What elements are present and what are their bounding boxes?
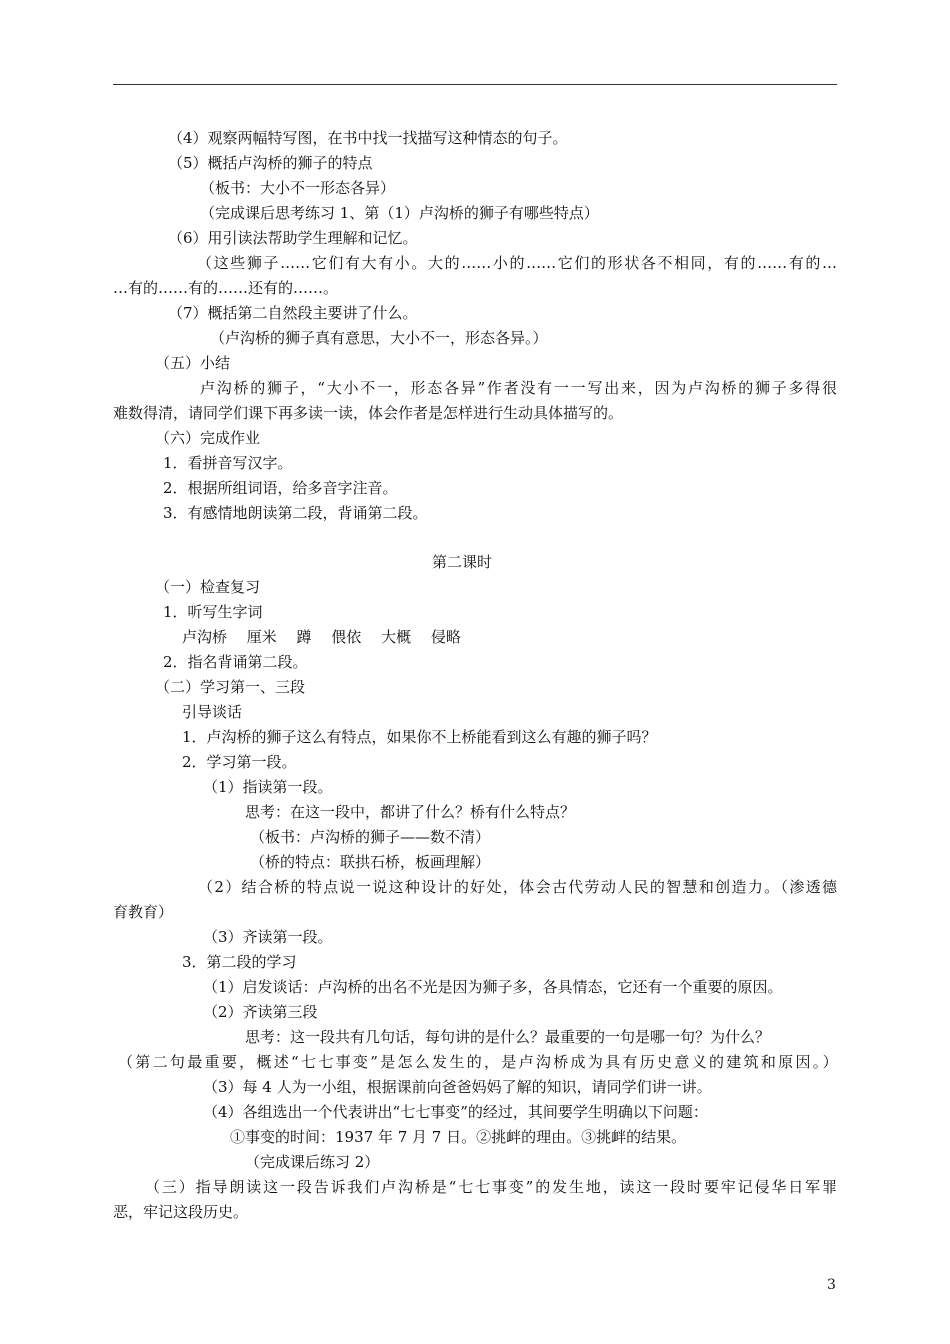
- text-line: （板书：大小不一形态各异）: [200, 179, 396, 197]
- text-line: 2．学习第一段。: [182, 753, 297, 771]
- text-line: …有的……有的……还有的……。: [113, 279, 339, 297]
- text-line: 2．指名背诵第二段。: [163, 653, 308, 671]
- text-line: 思考：在这一段中，都讲了什么？桥有什么特点？: [245, 803, 576, 821]
- text-line: （完成课后练习 2）: [245, 1153, 380, 1171]
- lesson-title: 第二课时: [432, 553, 493, 571]
- text-line: （7）概括第二自然段主要讲了什么。: [168, 304, 418, 322]
- text-line: （4）各组选出一个代表讲出“七七事变”的经过，其间要学生明确以下问题：: [203, 1103, 708, 1121]
- section-heading: （一）检查复习: [155, 578, 261, 596]
- text-line: （三）指导朗读这一段告诉我们卢沟桥是“七七事变”的发生地，读这一段时要牢记侵华日军罪: [145, 1178, 837, 1196]
- text-line: 1．卢沟桥的狮子这么有特点，如果你不上桥能看到这么有趣的狮子吗？: [182, 728, 657, 746]
- page-number: 3: [827, 1277, 836, 1293]
- text-line: （3）齐读第一段。: [203, 928, 333, 946]
- text-line: （5）概括卢沟桥的狮子的特点: [168, 154, 373, 172]
- text-line: （板书：卢沟桥的狮子——数不清）: [250, 828, 491, 846]
- text-line: （4）观察两幅特写图，在书中找一找描写这种情态的句子。: [168, 129, 568, 147]
- text-line: ①事变的时间：1937 年 7 月 7 日。②挑衅的理由。③挑衅的结果。: [230, 1128, 687, 1146]
- text-line: 难数得清，请同学们课下再多读一读，体会作者是怎样进行生动具体描写的。: [113, 404, 624, 422]
- text-line: 卢沟桥的狮子，“大小不一，形态各异”作者没有一一写出来，因为卢沟桥的狮子多得很: [200, 379, 837, 397]
- text-line: 3．第二段的学习: [182, 953, 297, 971]
- text-line: 1．看拼音写汉字。: [163, 454, 293, 472]
- text-line: 恶，牢记这段历史。: [113, 1203, 249, 1221]
- text-line: （桥的特点：联拱石桥，板画理解）: [250, 853, 491, 871]
- text-line: 3．有感情地朗读第二段，背诵第二段。: [163, 504, 428, 522]
- text-line: （1）启发谈话：卢沟桥的出名不光是因为狮子多，各具情态，它还有一个重要的原因。: [203, 978, 783, 996]
- text-line: 引导谈话: [182, 703, 243, 721]
- text-line: （1）指读第一段。: [203, 778, 333, 796]
- text-line: （卢沟桥的狮子真有意思，大小不一，形态各异。）: [210, 329, 548, 347]
- text-line: （2）结合桥的特点说一说这种设计的好处，体会古代劳动人民的智慧和创造力。（渗透德: [198, 878, 837, 896]
- text-line: 1．听写生字词: [163, 603, 263, 621]
- section-heading: （六）完成作业: [155, 429, 261, 447]
- text-line: （第二句最重要，概述“七七事变”是怎么发生的，是卢沟桥成为具有历史意义的建筑和原因。）: [118, 1053, 837, 1071]
- text-line: （完成课后思考练习 1、第（1）卢沟桥的狮子有哪些特点）: [200, 204, 599, 222]
- text-line: 育教育）: [113, 903, 174, 921]
- text-line: （这些狮子……它们有大有小。大的……小的……它们的形状各不相同，有的……有的…: [197, 254, 837, 272]
- header-rule: [113, 84, 837, 85]
- text-line: （6）用引读法帮助学生理解和记忆。: [168, 229, 418, 247]
- text-line: 2．根据所组词语，给多音字注音。: [163, 479, 398, 497]
- text-line: （2）齐读第三段: [203, 1003, 318, 1021]
- text-line: （3）每 4 人为一小组，根据课前向爸爸妈妈了解的知识，请同学们讲一讲。: [203, 1078, 712, 1096]
- section-heading: （五）小结: [155, 354, 231, 372]
- text-line: 思考：这一段共有几句话，每句讲的是什么？最重要的一句是哪一句？为什么？: [245, 1028, 771, 1046]
- section-heading: （二）学习第一、三段: [155, 678, 306, 696]
- text-line: 卢沟桥 厘米 蹲 偎依 大概 侵略: [182, 628, 461, 646]
